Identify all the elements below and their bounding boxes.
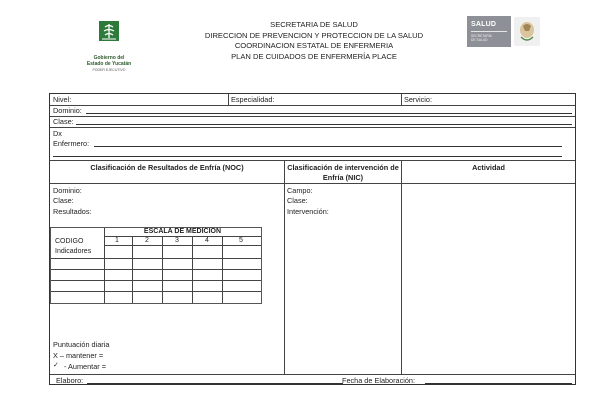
scale-indicadores-label: Indicadores [55,248,92,255]
scale-number-5: 5 [239,237,243,244]
dominio-label: Dominio: [53,106,82,115]
check-icon: ✓ [53,362,59,369]
header-line-2: DIRECCION DE PREVENCION Y PROTECCION DE LA SALUD [204,30,424,40]
mexico-eagle-seal-icon [514,17,540,46]
enfermero-label: Enfermero: [53,139,90,148]
document-header [180,20,448,62]
nic-intervencion-label[interactable]: Intervención: [287,207,329,216]
escala-medicion-table [50,227,262,304]
clase-input-line[interactable] [76,124,572,125]
nic-column-header: Clasificación de intervención de Enfría (NIC) [287,163,399,182]
especialidad-field[interactable]: Especialidad: [231,95,275,104]
logo-line-2: Estado de Yucatán [86,61,132,67]
logo-line-3: PODER EJECUTIVO [92,68,126,72]
scale-number-2: 2 [145,237,149,244]
header-line-4: PLAN DE CUIDADOS DE ENFERMERÍA PLACE [231,51,397,61]
enfermero-input-line[interactable] [94,146,562,147]
noc-resultados-label[interactable]: Resultados: [53,207,92,216]
salud-badge [467,16,511,47]
salud-sub: SECRETARÍA DE SALUD [471,34,492,42]
elaboro-label: Elaboro: [56,376,84,385]
salud-logo [467,16,543,47]
scale-title: ESCALA DE MEDICION [143,228,222,235]
nic-clase-label[interactable]: Clase: [287,196,308,205]
clase-label: Clase: [53,117,74,126]
scale-number-4: 4 [205,237,209,244]
noc-dominio-label[interactable]: Dominio: [53,186,82,195]
fecha-input-line[interactable] [425,383,572,384]
noc-clase-label[interactable]: Clase: [53,196,74,205]
logo-line-1: Gobierno del [93,55,125,61]
scale-codigo-label: CODIGO [55,238,84,245]
fecha-label: Fecha de Elaboración: [342,376,416,385]
gobierno-yucatan-logo-icon [98,20,120,48]
header-line-1: SECRETARIA DE SALUD [270,20,358,29]
servicio-field[interactable]: Servicio: [404,95,432,104]
scale-number-1: 1 [115,237,119,244]
dx-extra-line[interactable] [53,156,562,157]
nic-campo-label[interactable]: Campo: [287,186,313,195]
puntuacion-label: Puntuación diaria [53,340,110,349]
scale-number-3: 3 [175,237,179,244]
actividad-column-header: Actividad [472,163,505,172]
aumentar-label: - Aumentar = [64,362,106,371]
noc-column-header: Clasificación de Resultados de Enfría (NOC) [90,163,244,172]
mantener-label: X – mantener = [53,351,104,360]
elaboro-input-line[interactable] [87,383,343,384]
nivel-field[interactable]: Nivel: [53,95,72,104]
dominio-input-line[interactable] [86,113,572,114]
dx-label: Dx [53,129,62,138]
header-line-3: COORDINACION ESTATAL DE ENFERMERIA [234,41,394,51]
gobierno-yucatan-logo [80,20,138,72]
salud-word: SALUD [471,21,497,28]
